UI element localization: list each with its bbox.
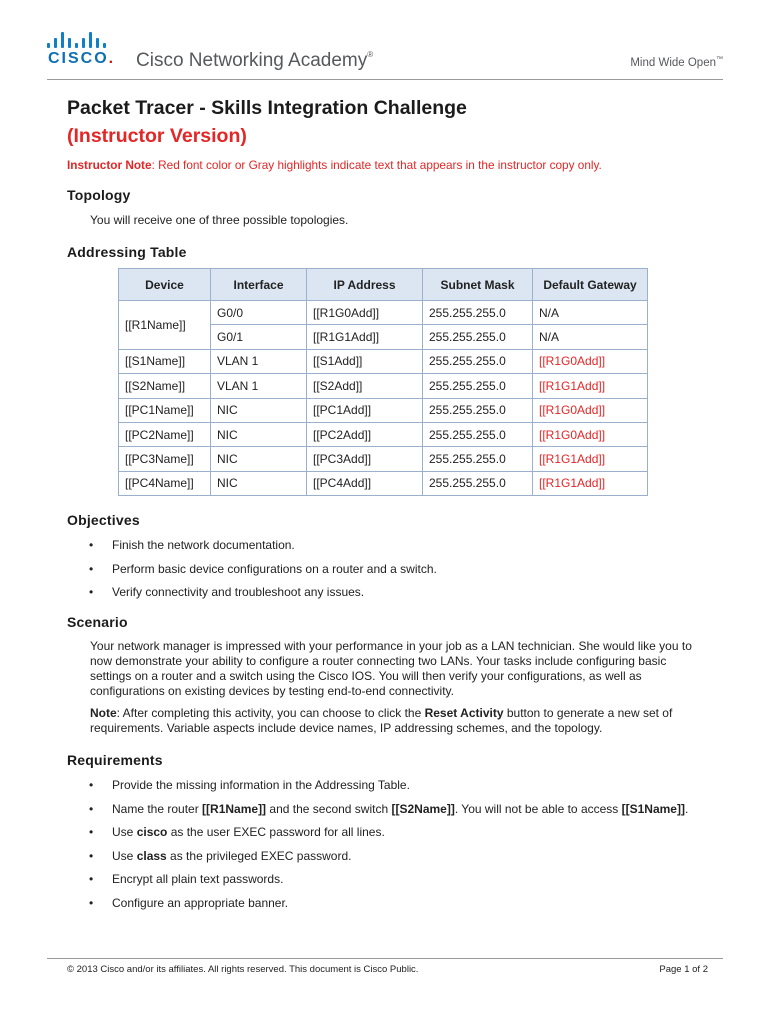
gateway-cell: [[R1G1Add]]	[533, 447, 648, 471]
interface-cell: VLAN 1	[211, 349, 307, 373]
objectives-list	[67, 538, 708, 600]
addressing-table	[118, 268, 648, 496]
ip-cell: [[R1G0Add]]	[307, 301, 423, 325]
table-row	[119, 422, 648, 446]
table-row	[119, 398, 648, 422]
ip-cell: [[PC4Add]]	[307, 471, 423, 495]
page-header	[47, 26, 723, 76]
list-item: • Use class as the privileged EXEC password.	[89, 849, 708, 864]
list-item: • Provide the missing information in the Addressing Table.	[89, 778, 708, 793]
list-item: • Perform basic device configurations on a router and a switch.	[89, 562, 708, 577]
mask-cell: 255.255.255.0	[423, 374, 533, 398]
document-body	[67, 96, 708, 919]
device-cell: [[S1Name]]	[119, 349, 211, 373]
table-row	[119, 471, 648, 495]
gateway-cell: [[R1G0Add]]	[533, 398, 648, 422]
table-row	[119, 301, 648, 325]
gateway-cell: N/A	[533, 325, 648, 349]
interface-cell: VLAN 1	[211, 374, 307, 398]
gateway-cell: [[R1G0Add]]	[533, 422, 648, 446]
column-header: Default Gateway	[533, 269, 648, 301]
ip-cell: [[PC3Add]]	[307, 447, 423, 471]
list-item: • Configure an appropriate banner.	[89, 896, 708, 911]
mask-cell: 255.255.255.0	[423, 349, 533, 373]
ip-cell: [[PC1Add]]	[307, 398, 423, 422]
cisco-logo-icon	[47, 26, 115, 48]
addressing-heading: Addressing Table	[67, 244, 187, 260]
page-number: Page 1 of 2	[659, 964, 708, 975]
ip-cell: [[R1G1Add]]	[307, 325, 423, 349]
ip-cell: [[S1Add]]	[307, 349, 423, 373]
academy-title: Cisco Networking Academy®	[136, 50, 374, 71]
list-item: • Encrypt all plain text passwords.	[89, 872, 708, 887]
table-row	[119, 349, 648, 373]
footer-copyright: © 2013 Cisco and/or its affiliates. All rights reserved. This document is Cisco Public.	[67, 964, 419, 975]
device-cell: [[PC2Name]]	[119, 422, 211, 446]
interface-cell: NIC	[211, 398, 307, 422]
scenario-paragraph: Your network manager is impressed with your performance in your job as a LAN technician. She would like you to now demonstrate your ability to configure a router connecting two LANs. Your tasks include configuring basic settings on a router and a switch using the Cisco IOS. You will then verify your configurations, as well as configurations on existing devices by testing end-to-end connectivity.	[90, 639, 692, 699]
mask-cell: 255.255.255.0	[423, 325, 533, 349]
scenario-heading: Scenario	[67, 614, 128, 631]
mask-cell: 255.255.255.0	[423, 301, 533, 325]
objectives-heading: Objectives	[67, 512, 140, 529]
instructor-note: Instructor Note: Red font color or Gray highlights indicate text that appears in the instructor copy only.	[67, 158, 602, 172]
list-item: • Name the router [[R1Name]] and the second switch [[S2Name]]. You will not be able to access [[S1Name]].	[89, 802, 708, 817]
gateway-cell: [[R1G1Add]]	[533, 374, 648, 398]
column-header: Device	[119, 269, 211, 301]
list-item: • Verify connectivity and troubleshoot any issues.	[89, 585, 708, 600]
ip-cell: [[PC2Add]]	[307, 422, 423, 446]
mask-cell: 255.255.255.0	[423, 471, 533, 495]
list-item: • Use cisco as the user EXEC password for all lines.	[89, 825, 708, 840]
requirements-heading: Requirements	[67, 752, 163, 769]
topology-heading: Topology	[67, 187, 131, 203]
device-cell: [[PC1Name]]	[119, 398, 211, 422]
device-cell: [[S2Name]]	[119, 374, 211, 398]
header-divider	[47, 79, 723, 80]
footer-divider	[47, 958, 723, 959]
mask-cell: 255.255.255.0	[423, 447, 533, 471]
mask-cell: 255.255.255.0	[423, 422, 533, 446]
scenario-note: Note: After completing this activity, you can choose to click the Reset Activity button to generate a new set of requirements. Variable aspects include device names, IP addressing schemes, and the topology.	[90, 706, 673, 736]
column-header: Interface	[211, 269, 307, 301]
topology-text: You will receive one of three possible topologies.	[90, 213, 349, 227]
tagline: Mind Wide Open™	[630, 56, 723, 69]
device-cell: [[R1Name]]	[119, 301, 211, 350]
interface-cell: NIC	[211, 471, 307, 495]
document-title: Packet Tracer - Skills Integration Challenge	[67, 97, 467, 119]
list-item: • Finish the network documentation.	[89, 538, 708, 553]
device-cell: [[PC3Name]]	[119, 447, 211, 471]
interface-cell: NIC	[211, 447, 307, 471]
mask-cell: 255.255.255.0	[423, 398, 533, 422]
ip-cell: [[S2Add]]	[307, 374, 423, 398]
gateway-cell: [[R1G1Add]]	[533, 471, 648, 495]
cisco-wordmark: CISCO.	[48, 50, 116, 67]
gateway-cell: [[R1G0Add]]	[533, 349, 648, 373]
device-cell: [[PC4Name]]	[119, 471, 211, 495]
table-row	[119, 447, 648, 471]
interface-cell: G0/1	[211, 325, 307, 349]
interface-cell: G0/0	[211, 301, 307, 325]
gateway-cell: N/A	[533, 301, 648, 325]
table-row	[119, 374, 648, 398]
interface-cell: NIC	[211, 422, 307, 446]
column-header: IP Address	[307, 269, 423, 301]
requirements-list	[67, 778, 708, 911]
document-subtitle: (Instructor Version)	[67, 125, 247, 147]
column-header: Subnet Mask	[423, 269, 533, 301]
